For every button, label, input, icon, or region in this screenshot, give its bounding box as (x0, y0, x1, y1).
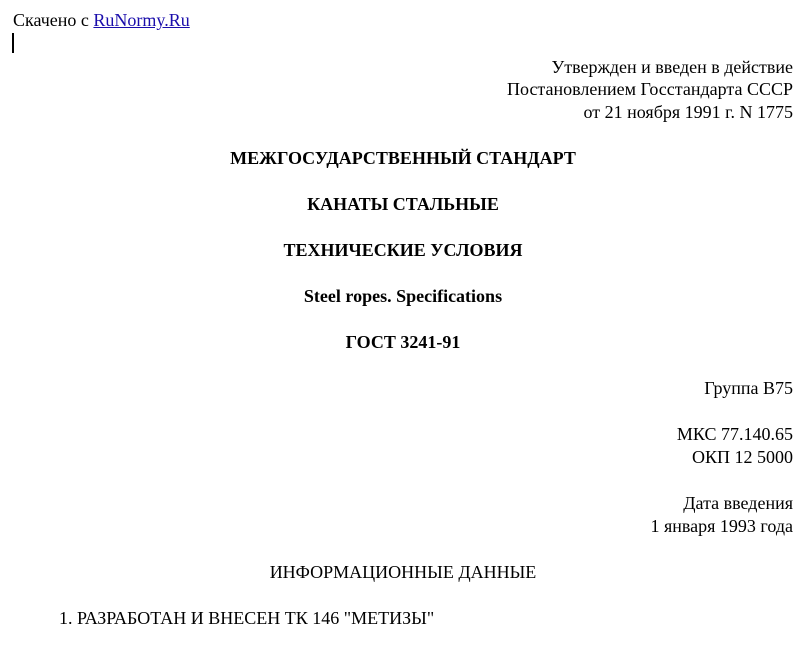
info-item-1: 1. РАЗРАБОТАН И ВНЕСЕН ТК 146 "МЕТИЗЫ" (59, 608, 435, 628)
classification-group: Группа В75 (704, 378, 793, 398)
text-cursor (12, 33, 14, 53)
source-prefix: Скачено с (13, 10, 94, 30)
info-section-heading: ИНФОРМАЦИОННЫЕ ДАННЫЕ (269, 562, 537, 582)
standard-category-title: МЕЖГОСУДАРСТВЕННЫЙ СТАНДАРТ (230, 148, 576, 168)
source-line (13, 9, 190, 31)
introduction-date-value: 1 января 1993 года (650, 516, 793, 536)
source-link[interactable]: RuNormy.Ru (93, 10, 190, 30)
approval-line-2: Постановлением Госстандарта СССР (507, 79, 793, 99)
standard-code: ГОСТ 3241-91 (345, 332, 461, 352)
standard-name-title: КАНАТЫ СТАЛЬНЫЕ (307, 194, 499, 214)
classification-mks: МКС 77.140.65 (676, 424, 793, 444)
approval-line-1: Утвержден и введен в действие (551, 57, 793, 77)
standard-subtitle: ТЕХНИЧЕСКИЕ УСЛОВИЯ (283, 240, 523, 260)
introduction-date-label: Дата введения (683, 493, 793, 513)
classification-okp: ОКП 12 5000 (691, 447, 793, 467)
approval-line-3: от 21 ноября 1991 г. N 1775 (583, 102, 793, 122)
standard-english-title: Steel ropes. Specifications (303, 286, 503, 306)
